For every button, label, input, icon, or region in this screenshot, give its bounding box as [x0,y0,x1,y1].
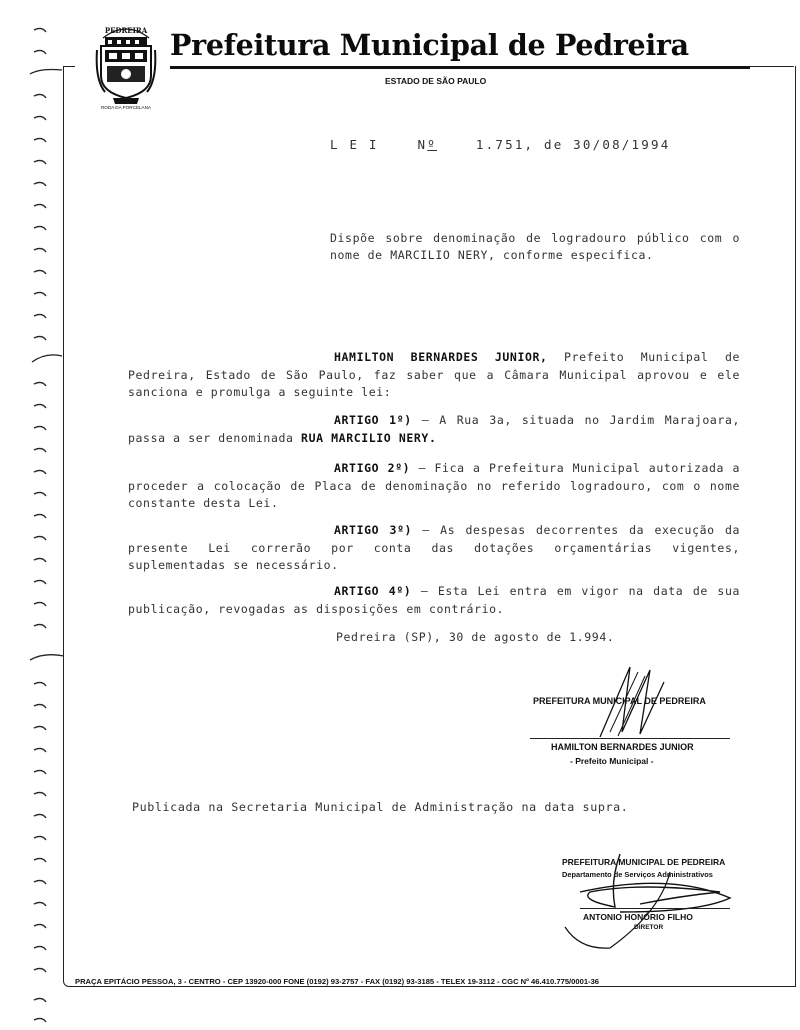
page-title: Prefeitura Municipal de Pedreira [170,28,689,62]
date-line: Pedreira (SP), 30 de agosto de 1.994. [336,630,615,644]
signature-line [530,738,730,739]
numero-ordinal: º [427,137,438,152]
signer-name: HAMILTON BERNARDES JUNIOR [551,742,694,752]
article-text: – Esta Lei entra em vigor na data de sua publicação, revogadas as disposições em contrário. [128,584,740,616]
mayor-name: HAMILTON BERNARDES JUNIOR, [334,350,548,364]
signer-role-2: DIRETOR [634,924,664,931]
law-number: 1.751, de 30/08/1994 [475,137,671,152]
numero-label: N [417,137,428,152]
signature-stamp: PREFEITURA MUNICIPAL DE PEDREIRA [533,696,706,706]
article-text: – As despesas decorrentes da execução da presente Lei correrão por conta das dotações orçamentárias vigentes, suplementadas se necessário. [128,523,740,572]
municipal-crest-icon [95,20,157,112]
state-label: ESTADO DE SÃO PAULO [385,76,487,86]
title-rule [170,66,750,69]
article-text: – A Rua 3a, situada no Jardim Marajoara, passa a ser denominada [128,413,740,445]
handwritten-signature-2 [520,852,750,952]
law-summary: Dispõe sobre denominação de logradouro público com o nome de MARCILIO NERY, conforme especifica. [330,231,740,262]
article-1 [128,412,740,447]
signer-name-2: ANTONIO HONÓRIO FILHO [583,912,693,922]
frame-top-left [63,66,75,67]
preamble [128,349,740,402]
article-2 [128,460,740,513]
article-4 [128,583,740,618]
article-label: ARTIGO 4º) [334,584,412,598]
article-3 [128,522,740,575]
preamble-text: Prefeito Municipal de Pedreira, Estado de São Paulo, faz saber que a Câmara Municipal aprovou e ele sanciona e promulga a seguinte lei: [128,350,740,399]
article-text: – Fica a Prefeitura Municipal autorizada a proceder a colocação de Placa de denominação no referido logradouro, com o nome constante desta Lei. [128,461,740,510]
footer-address: PRAÇA EPITÁCIO PESSOA, 3 - CENTRO - CEP 13920-000 FONE (0192) 93-2757 - FAX (0192) 93-3185 - TELEX 19-3112 - CGC Nº 46.410.775/0001-36 [75,977,600,986]
handwritten-signature [590,662,670,742]
article-label: ARTIGO 3º) [334,523,413,537]
svg-text:RODA DA PORCELANA: RODA DA PORCELANA [100,105,152,110]
lei-label: L E I [330,137,379,152]
publication-note: Publicada na Secretaria Municipal de Administração na data supra. [132,800,629,814]
law-heading [330,137,670,152]
article-label: ARTIGO 1º) [334,413,412,427]
article-emph: RUA MARCILIO NERY. [301,430,437,445]
signature-stamp-2: PREFEITURA MUNICIPAL DE PEDREIRA [562,857,726,867]
signature-line-2 [580,908,730,909]
svg-text:PEDREIRA: PEDREIRA [104,26,148,35]
frame-top-right [745,66,794,67]
signer-role: - Prefeito Municipal - [570,756,654,766]
article-label: ARTIGO 2º) [334,461,411,475]
department-label: Departamento de Serviços Administrativos [562,870,713,879]
binding-holes [0,0,64,1030]
